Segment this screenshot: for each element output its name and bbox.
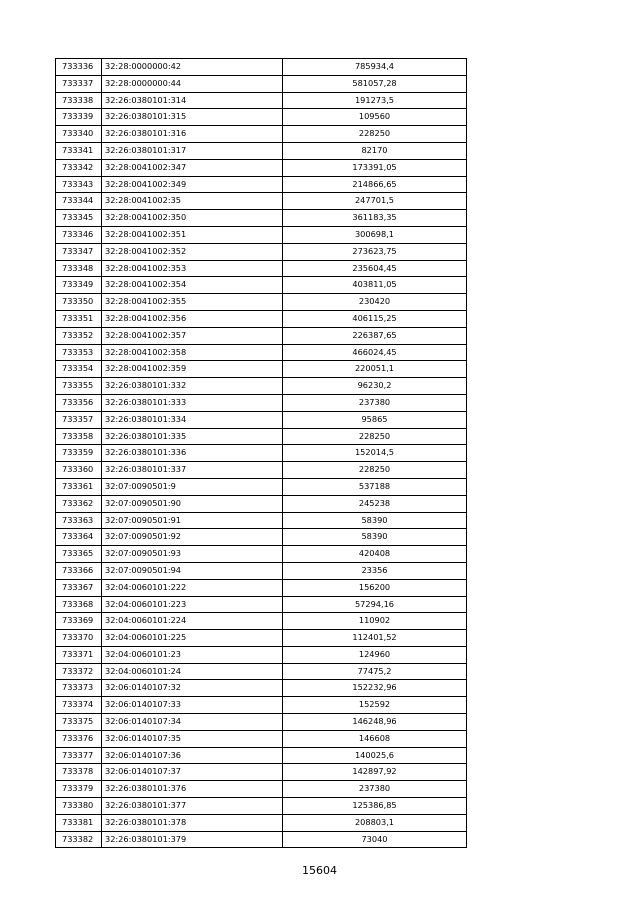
table-row [56,176,467,193]
row-id-cell: 733346 [56,226,102,243]
value-cell: 95865 [283,411,467,428]
row-id-cell: 733360 [56,462,102,479]
table-body [56,59,467,848]
value-cell: 403811,05 [283,277,467,294]
row-id-cell: 733371 [56,646,102,663]
table-row [56,798,467,815]
row-id-cell: 733359 [56,445,102,462]
value-cell: 152232,96 [283,680,467,697]
value-cell: 152592 [283,697,467,714]
value-cell: 785934,4 [283,59,467,76]
value-cell: 300698,1 [283,226,467,243]
cadastral-number-cell: 32:07:0090501:9 [102,478,283,495]
row-id-cell: 733374 [56,697,102,714]
row-id-cell: 733340 [56,126,102,143]
table-row [56,226,467,243]
cadastral-number-cell: 32:28:0041002:354 [102,277,283,294]
value-cell: 226387,65 [283,327,467,344]
table-row [56,562,467,579]
table-row [56,378,467,395]
row-id-cell: 733348 [56,260,102,277]
cadastral-value-table [55,58,467,848]
cadastral-number-cell: 32:26:0380101:317 [102,142,283,159]
cadastral-number-cell: 32:06:0140107:33 [102,697,283,714]
value-cell: 109560 [283,109,467,126]
row-id-cell: 733369 [56,613,102,630]
cadastral-number-cell: 32:28:0041002:35 [102,193,283,210]
cadastral-number-cell: 32:28:0041002:359 [102,361,283,378]
table-row [56,495,467,512]
cadastral-number-cell: 32:04:0060101:224 [102,613,283,630]
cadastral-number-cell: 32:28:0000000:42 [102,59,283,76]
cadastral-number-cell: 32:04:0060101:225 [102,630,283,647]
table-row [56,613,467,630]
value-cell: 208803,1 [283,814,467,831]
cadastral-number-cell: 32:26:0380101:333 [102,394,283,411]
table-row [56,142,467,159]
row-id-cell: 733345 [56,210,102,227]
row-id-cell: 733341 [56,142,102,159]
row-id-cell: 733375 [56,714,102,731]
value-cell: 124960 [283,646,467,663]
value-cell: 220051,1 [283,361,467,378]
row-id-cell: 733377 [56,747,102,764]
value-cell: 420408 [283,546,467,563]
table-row [56,126,467,143]
table-row [56,831,467,848]
cadastral-number-cell: 32:07:0090501:91 [102,512,283,529]
table-row [56,260,467,277]
row-id-cell: 733336 [56,59,102,76]
cadastral-number-cell: 32:28:0041002:349 [102,176,283,193]
value-cell: 73040 [283,831,467,848]
row-id-cell: 733343 [56,176,102,193]
row-id-cell: 733337 [56,75,102,92]
table-row [56,428,467,445]
cadastral-number-cell: 32:26:0380101:315 [102,109,283,126]
cadastral-number-cell: 32:28:0041002:353 [102,260,283,277]
cadastral-number-cell: 32:28:0041002:355 [102,294,283,311]
table-row [56,109,467,126]
cadastral-number-cell: 32:28:0041002:351 [102,226,283,243]
cadastral-number-cell: 32:28:0041002:352 [102,243,283,260]
table-row [56,411,467,428]
cadastral-number-cell: 32:26:0380101:332 [102,378,283,395]
row-id-cell: 733376 [56,730,102,747]
value-cell: 581057,28 [283,75,467,92]
table-row [56,327,467,344]
table-row [56,529,467,546]
value-cell: 228250 [283,126,467,143]
value-cell: 228250 [283,428,467,445]
table-row [56,344,467,361]
row-id-cell: 733338 [56,92,102,109]
table-row [56,512,467,529]
row-id-cell: 733352 [56,327,102,344]
row-id-cell: 733364 [56,529,102,546]
value-cell: 237380 [283,394,467,411]
value-cell: 96230,2 [283,378,467,395]
row-id-cell: 733342 [56,159,102,176]
value-cell: 406115,25 [283,310,467,327]
table-row [56,814,467,831]
table-row [56,747,467,764]
cadastral-number-cell: 32:26:0380101:316 [102,126,283,143]
row-id-cell: 733365 [56,546,102,563]
cadastral-number-cell: 32:26:0380101:337 [102,462,283,479]
cadastral-number-cell: 32:07:0090501:93 [102,546,283,563]
row-id-cell: 733379 [56,781,102,798]
row-id-cell: 733353 [56,344,102,361]
cadastral-number-cell: 32:04:0060101:23 [102,646,283,663]
row-id-cell: 733351 [56,310,102,327]
cadastral-number-cell: 32:06:0140107:37 [102,764,283,781]
table-row [56,478,467,495]
cadastral-number-cell: 32:04:0060101:222 [102,579,283,596]
table-row [56,764,467,781]
row-id-cell: 733367 [56,579,102,596]
table-row [56,646,467,663]
value-cell: 23356 [283,562,467,579]
cadastral-number-cell: 32:07:0090501:92 [102,529,283,546]
table-row [56,59,467,76]
value-cell: 361183,35 [283,210,467,227]
cadastral-number-cell: 32:07:0090501:94 [102,562,283,579]
row-id-cell: 733368 [56,596,102,613]
row-id-cell: 733378 [56,764,102,781]
row-id-cell: 733362 [56,495,102,512]
table-row [56,75,467,92]
cadastral-number-cell: 32:26:0380101:335 [102,428,283,445]
value-cell: 156200 [283,579,467,596]
cadastral-number-cell: 32:28:0041002:347 [102,159,283,176]
row-id-cell: 733358 [56,428,102,445]
row-id-cell: 733381 [56,814,102,831]
row-id-cell: 733356 [56,394,102,411]
row-id-cell: 733355 [56,378,102,395]
row-id-cell: 733339 [56,109,102,126]
cadastral-number-cell: 32:26:0380101:334 [102,411,283,428]
cadastral-number-cell: 32:26:0380101:376 [102,781,283,798]
cadastral-number-cell: 32:06:0140107:36 [102,747,283,764]
cadastral-number-cell: 32:06:0140107:35 [102,730,283,747]
table-row [56,663,467,680]
cadastral-number-cell: 32:28:0041002:350 [102,210,283,227]
value-cell: 273623,75 [283,243,467,260]
value-cell: 228250 [283,462,467,479]
cadastral-number-cell: 32:26:0380101:336 [102,445,283,462]
value-cell: 245238 [283,495,467,512]
cadastral-number-cell: 32:28:0041002:357 [102,327,283,344]
value-cell: 237380 [283,781,467,798]
row-id-cell: 733357 [56,411,102,428]
row-id-cell: 733350 [56,294,102,311]
table-row [56,697,467,714]
value-cell: 125386,85 [283,798,467,815]
table-row [56,714,467,731]
value-cell: 214866,65 [283,176,467,193]
value-cell: 230420 [283,294,467,311]
value-cell: 537188 [283,478,467,495]
value-cell: 110902 [283,613,467,630]
value-cell: 58390 [283,512,467,529]
value-cell: 235604,45 [283,260,467,277]
value-cell: 152014,5 [283,445,467,462]
row-id-cell: 733363 [56,512,102,529]
cadastral-number-cell: 32:04:0060101:24 [102,663,283,680]
value-cell: 173391,05 [283,159,467,176]
row-id-cell: 733382 [56,831,102,848]
value-cell: 247701,5 [283,193,467,210]
row-id-cell: 733344 [56,193,102,210]
cadastral-number-cell: 32:28:0041002:358 [102,344,283,361]
row-id-cell: 733373 [56,680,102,697]
row-id-cell: 733366 [56,562,102,579]
value-cell: 58390 [283,529,467,546]
value-cell: 82170 [283,142,467,159]
value-cell: 57294,16 [283,596,467,613]
table-row [56,92,467,109]
value-cell: 140025,6 [283,747,467,764]
cadastral-number-cell: 32:26:0380101:314 [102,92,283,109]
table-row [56,730,467,747]
table-row [56,596,467,613]
value-cell: 77475,2 [283,663,467,680]
cadastral-number-cell: 32:26:0380101:379 [102,831,283,848]
row-id-cell: 733372 [56,663,102,680]
value-cell: 142897,92 [283,764,467,781]
row-id-cell: 733349 [56,277,102,294]
value-cell: 112401,52 [283,630,467,647]
value-cell: 191273,5 [283,92,467,109]
page-number: 15604 [302,864,337,877]
cadastral-number-cell: 32:28:0041002:356 [102,310,283,327]
table-row [56,680,467,697]
cadastral-number-cell: 32:07:0090501:90 [102,495,283,512]
cadastral-number-cell: 32:04:0060101:223 [102,596,283,613]
value-cell: 146248,96 [283,714,467,731]
cadastral-number-cell: 32:26:0380101:378 [102,814,283,831]
value-cell: 146608 [283,730,467,747]
value-cell: 466024,45 [283,344,467,361]
table-row [56,462,467,479]
row-id-cell: 733347 [56,243,102,260]
table-row [56,781,467,798]
table-row [56,546,467,563]
table-row [56,193,467,210]
table-row [56,579,467,596]
cadastral-number-cell: 32:28:0000000:44 [102,75,283,92]
table-row [56,394,467,411]
cadastral-number-cell: 32:06:0140107:34 [102,714,283,731]
table-row [56,630,467,647]
table-row [56,310,467,327]
table-row [56,277,467,294]
cadastral-number-cell: 32:06:0140107:32 [102,680,283,697]
cadastral-number-cell: 32:26:0380101:377 [102,798,283,815]
row-id-cell: 733380 [56,798,102,815]
row-id-cell: 733354 [56,361,102,378]
table-row [56,243,467,260]
row-id-cell: 733370 [56,630,102,647]
table-row [56,361,467,378]
table-row [56,445,467,462]
table-row [56,159,467,176]
row-id-cell: 733361 [56,478,102,495]
table-row [56,294,467,311]
table-row [56,210,467,227]
